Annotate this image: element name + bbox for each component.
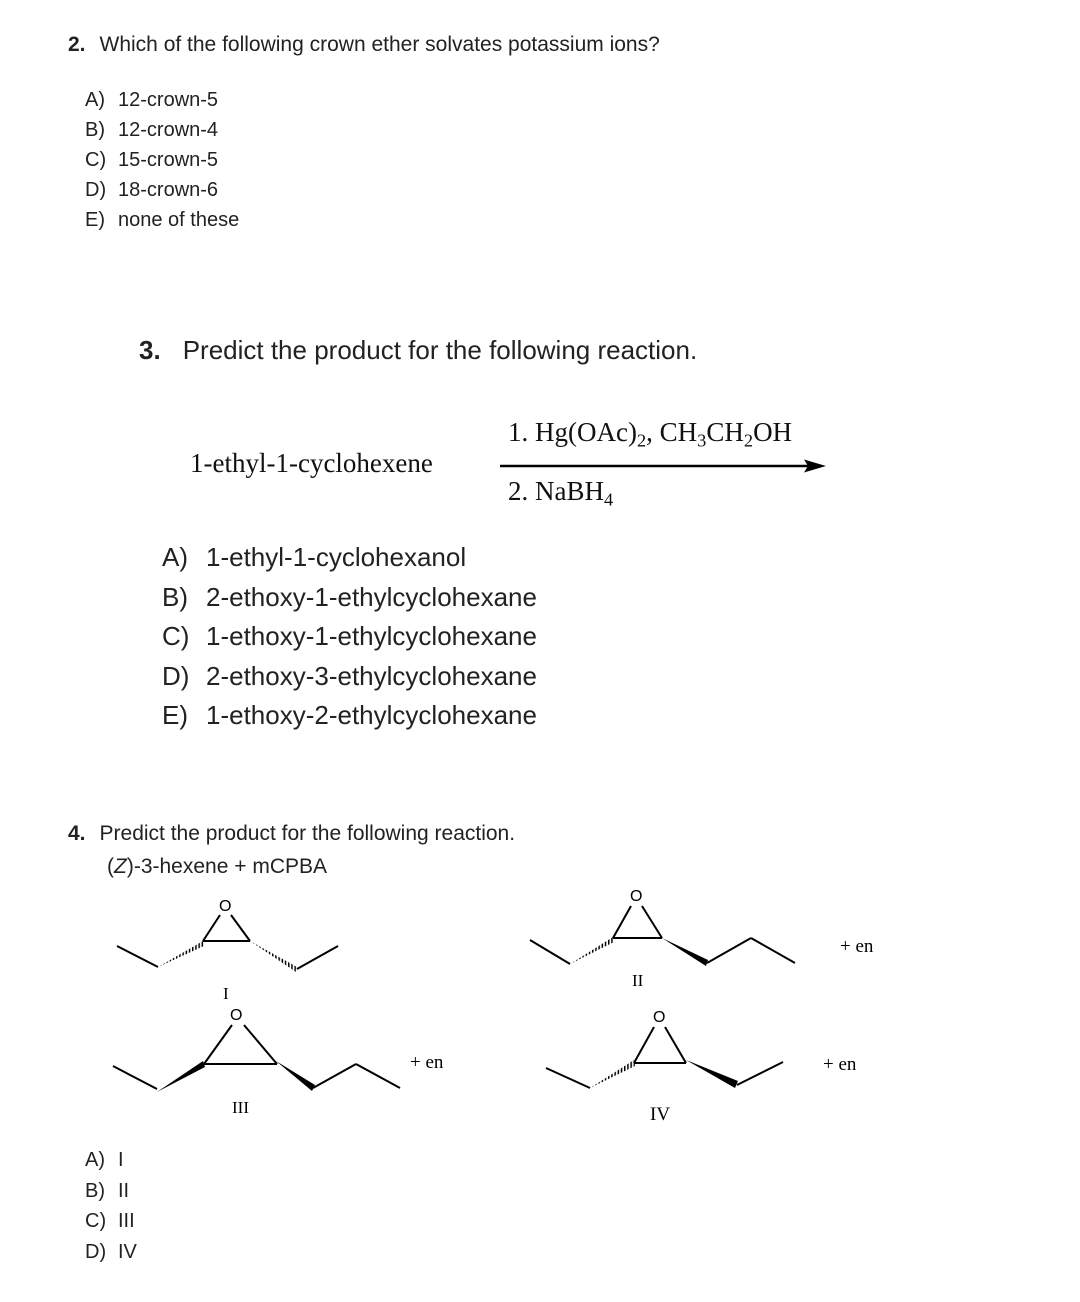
option-letter: A) <box>85 89 105 111</box>
option-d[interactable] <box>85 1237 137 1268</box>
option-a[interactable] <box>85 1145 137 1176</box>
option-text: 2-ethoxy-3-ethylcyclohexane <box>206 660 537 691</box>
option-text: 1-ethyl-1-cyclohexanol <box>206 542 467 572</box>
option-text: III <box>118 1210 135 1232</box>
option-b[interactable] <box>85 1176 137 1207</box>
reactant-name: 1-ethyl-1-cyclohexene <box>190 448 433 478</box>
question-text: Which of the following crown ether solvates potassium ions? <box>99 33 660 56</box>
option-c[interactable] <box>85 1206 137 1237</box>
plus-en-label: + en <box>840 936 874 957</box>
structure-label: I <box>223 984 229 1003</box>
option-letter: A) <box>85 1149 105 1171</box>
option-letter: A) <box>162 542 188 572</box>
option-text: 15-crown-5 <box>118 149 219 171</box>
option-text: none of these <box>118 209 240 231</box>
structure-III <box>113 1007 444 1117</box>
structure-I <box>117 898 338 1003</box>
question-4-options <box>85 1145 137 1267</box>
option-letter: E) <box>85 209 105 231</box>
option-text: 2-ethoxy-1-ethylcyclohexane <box>206 581 537 612</box>
option-text: 12-crown-5 <box>118 89 219 111</box>
option-letter: D) <box>85 179 107 201</box>
option-letter: D) <box>162 660 190 691</box>
oxygen-label: O <box>219 898 232 915</box>
structure-label: III <box>232 1098 249 1117</box>
reaction-condition-1: 1. $Hg(OAc)_2$, $CH_3CH_2OH$ <box>508 417 793 451</box>
option-letter: C) <box>162 621 190 651</box>
option-letter: B) <box>162 581 188 612</box>
structure-label: IV <box>650 1104 671 1125</box>
option-text: 1-ethoxy-2-ethylcyclohexane <box>206 700 537 730</box>
option-letter: C) <box>85 149 107 171</box>
oxygen-label: O <box>230 1007 243 1024</box>
question-text: Predict the product for the following reaction. <box>99 822 516 845</box>
structure-IV <box>546 1009 857 1125</box>
reaction-description: (Z)-3-hexene + mCPBA <box>107 855 328 878</box>
option-text: 18-crown-6 <box>118 179 219 201</box>
question-number: 4. <box>68 822 86 845</box>
structure-II <box>530 888 874 990</box>
plus-en-label: + en <box>823 1054 857 1075</box>
plus-en-label: + en <box>410 1052 444 1073</box>
option-text: IV <box>118 1240 137 1263</box>
option-text: I <box>118 1149 124 1171</box>
option-letter: E) <box>162 700 188 730</box>
option-text: II <box>118 1179 130 1202</box>
structure-label: II <box>632 971 644 990</box>
question-text: Predict the product for the following reaction. <box>182 335 698 365</box>
oxygen-label: O <box>653 1009 666 1026</box>
option-letter: B) <box>85 119 105 141</box>
option-letter: D) <box>85 1240 107 1263</box>
option-text: 1-ethoxy-1-ethylcyclohexane <box>206 621 537 651</box>
oxygen-label: O <box>630 888 643 905</box>
option-letter: C) <box>85 1210 107 1232</box>
option-text: 12-crown-4 <box>118 119 219 141</box>
question-number: 2. <box>68 33 86 56</box>
question-number: 3. <box>139 335 161 365</box>
reaction-condition-2: 2. NaBH$_4$ <box>508 476 614 510</box>
option-letter: B) <box>85 1179 105 1202</box>
